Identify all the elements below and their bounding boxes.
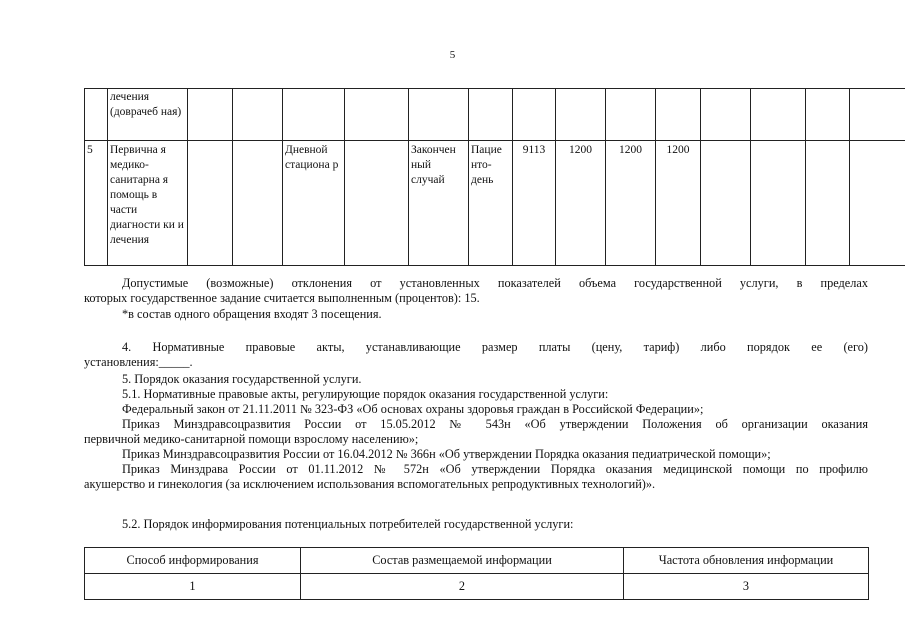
indicator-cell: Закончен ный случай [409,141,469,266]
condition-cell: Дневной стациона р [283,141,345,266]
unit-cell: Пацие нто-день [469,141,513,266]
law-item: Приказ Минздрава России от 01.11.2012 № 572н «Об утверждении Порядка оказания медицинской помощи по профилю [122,462,868,476]
column-number: 2 [301,574,624,600]
service-name-cell: Первична я медико-санитарна я помощь в части диагности ки и лечения [108,141,188,266]
row-number-cell: 5 [85,141,108,266]
column-header: Частота обновления информации [624,548,869,574]
footnote: *в состав одного обращения входят 3 посещения. [122,307,382,321]
section-5-2: 5.2. Порядок информирования потенциальных потребителей государственной услуги: [122,517,574,531]
value-cell: 1200 [606,141,656,266]
table-row [85,574,869,600]
value-cell: 1200 [556,141,606,266]
value-cell: 1200 [656,141,701,266]
deviations-paragraph: Допустимые (возможные) отклонения от установленных показателей объема государственной услуги, в пределах которых государственное задание считается выполненным (процентов): 15. [84,276,868,305]
information-table [84,547,869,600]
table-row [85,141,905,266]
column-header: Способ информирования [85,548,301,574]
law-item: Приказ Минздравсоцразвития России от 15.05.2012 № 543н «Об утверждении Положения об организации оказания [122,417,868,431]
column-header: Состав размещаемой информации [301,548,624,574]
service-name-cell: лечения (доврачеб ная) [108,89,188,141]
page-number: 5 [449,49,456,61]
code-cell: 9113 [513,141,556,266]
table-header-row [85,548,869,574]
section-4: 4. Нормативные правовые акты, устанавливающие размер платы (цену, тариф) либо порядок ее (его) установления:_____. [84,340,868,369]
table-row [85,89,905,141]
column-number: 3 [624,574,869,600]
column-number: 1 [85,574,301,600]
section-5: 5. Порядок оказания государственной услуги. 5.1. Нормативные правовые акты, регулирующие порядок оказания государственной услуги: Федеральный закон от 21.11.2011 № 323-ФЗ «Об основах охраны здоровья граждан в Российской Федерации»; Приказ Минздравсоцразвития России от 15.05.2012 № 543н «Об утверждении Положения об организации оказания первичной медико-санитарной помощи взрослому населению»; Приказ Минздравсоцразвития России от 16.04.2012 № 366н «Об утверждении Порядка оказания педиатрической помощи»; Приказ Минздрава России от 01.11.2012 № 572н «Об утверждении Порядка оказания медицинской помощи по профилю акушерство и гинекология (за исключением использования вспомогательных репродуктивных технологий)». [84,372,868,491]
law-item: Федеральный закон от 21.11.2011 № 323-ФЗ «Об основах охраны здоровья граждан в Российской Федерации»; [122,402,704,416]
law-item: Приказ Минздравсоцразвития России от 16.04.2012 № 366н «Об утверждении Порядка оказания педиатрической помощи»; [122,447,771,461]
service-volume-table [84,88,905,266]
